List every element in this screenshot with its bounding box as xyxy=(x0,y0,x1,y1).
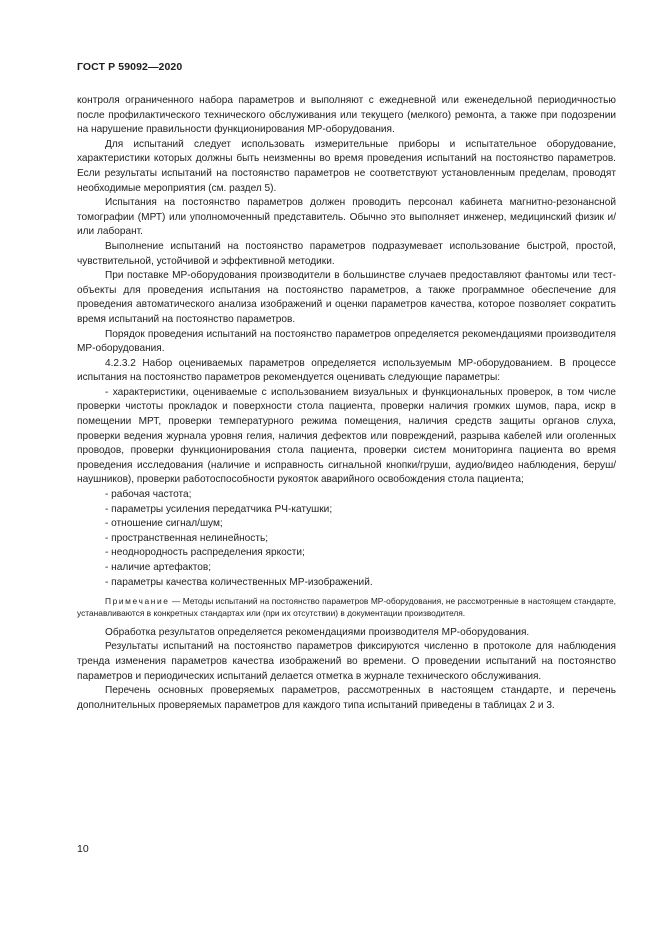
paragraph: При поставке МР-оборудования производители в большинстве случаев предоставляют фантомы или тест-объекты для проведения испытания на постоянство параметров, а также программное обеспечение для проведения автоматического анализа изображений и оценки параметров качества, которое позволяет сократить время испытаний на постоянство параметров. xyxy=(77,270,616,325)
list-item: - характеристики, оцениваемые с использованием визуальных и функциональных проверок, в том числе проверки чистоты прокладок и поверхности стола пациента, проверки наличия громких шумов, пара, искр в помещении МРТ, проверки температурного режима помещения, наличия средств защиты органов слуха, проверки ведения журнала уровня гелия, наличия дефектов или повреждений, разрыва кабелей или оголенных проводов, проверки функционирования стола пациента, проверки систем мониторинга пациента во время проведения исследования (наличие и исправность сигнальной кнопки/груши, аудио/видео наблюдения, беруш/наушников), проверки работоспособности рукояток аварийного освобождения стола пациента; xyxy=(77,386,616,486)
paragraph: Порядок проведения испытаний на постоянство параметров определяется рекомендациями производителя МР-оборудования. xyxy=(77,328,616,355)
note-label: Примечание xyxy=(105,596,170,607)
body-text xyxy=(77,94,616,713)
list-item: - неоднородность распределения яркости; xyxy=(105,547,305,559)
list-item: - рабочая частота; xyxy=(105,489,192,501)
note xyxy=(77,596,616,620)
list-item: - пространственная нелинейность; xyxy=(105,532,269,544)
list-item: - наличие артефактов; xyxy=(105,562,212,573)
paragraph: Результаты испытаний на постоянство параметров фиксируются численно в протоколе для наблюдения тренда изменения параметров качества изображений во времени. О проведении испытаний на постоянство параметров и периодических испытаний делается отметка в журнале технического обслуживания. xyxy=(77,641,616,682)
page-number: 10 xyxy=(77,843,89,855)
paragraph: Обработка результатов определяется рекомендациями производителя МР-оборудования. xyxy=(105,626,530,638)
note-text: — Методы испытаний на постоянство параметров МР-оборудования, не рассмотренные в настоящем стандарте, устанавливаются в конкретных стандартах или (при их отсутствии) в документации производителя. xyxy=(77,596,616,618)
paragraph: Выполнение испытаний на постоянство параметров подразумевает использование быстрой, простой, чувствительной, устойчивой и эффективной методики. xyxy=(77,240,616,267)
paragraph: Испытания на постоянство параметров должен проводить персонал кабинета магнитно-резонансной томографии (МРТ) или уполномоченный представитель. Обычно это выполняет инженер, медицинский физик и/или лаборант. xyxy=(77,197,616,238)
list-item: - параметры качества количественных МР-изображений. xyxy=(105,576,373,588)
list-item: - отношение сигнал/шум; xyxy=(105,518,223,530)
paragraph: Перечень основных проверяемых параметров, рассмотренных в настоящем стандарте, и перечень дополнительных проверяемых параметров для каждого типа испытаний приведены в таблицах 2 и 3. xyxy=(77,685,616,711)
standard-header: ГОСТ Р 59092—2020 xyxy=(77,61,183,73)
paragraph: контроля ограниченного набора параметров и выполняют с ежедневной или еженедельной периодичностью после профилактического технического обслуживания или текущего (мелкого) ремонта, а также при подозрении на нарушение правильности функционирования МР-оборудования. xyxy=(77,95,616,136)
paragraph: 4.2.3.2 Набор оцениваемых параметров определяется используемым МР-оборудованием. В процессе испытания на постоянство параметров рекомендуется оценивать следующие параметры: xyxy=(77,357,616,384)
paragraph: Для испытаний следует использовать измерительные приборы и испытательное оборудование, характеристики которых должны быть неизменны во время проведения испытаний на постоянство параметров. Если результаты испытаний на постоянство параметров не соответствуют установленным пределам, проводят необходимые мероприятия (см. раздел 5). xyxy=(77,138,616,194)
list-item: - параметры усиления передатчика РЧ-катушки; xyxy=(105,503,333,515)
